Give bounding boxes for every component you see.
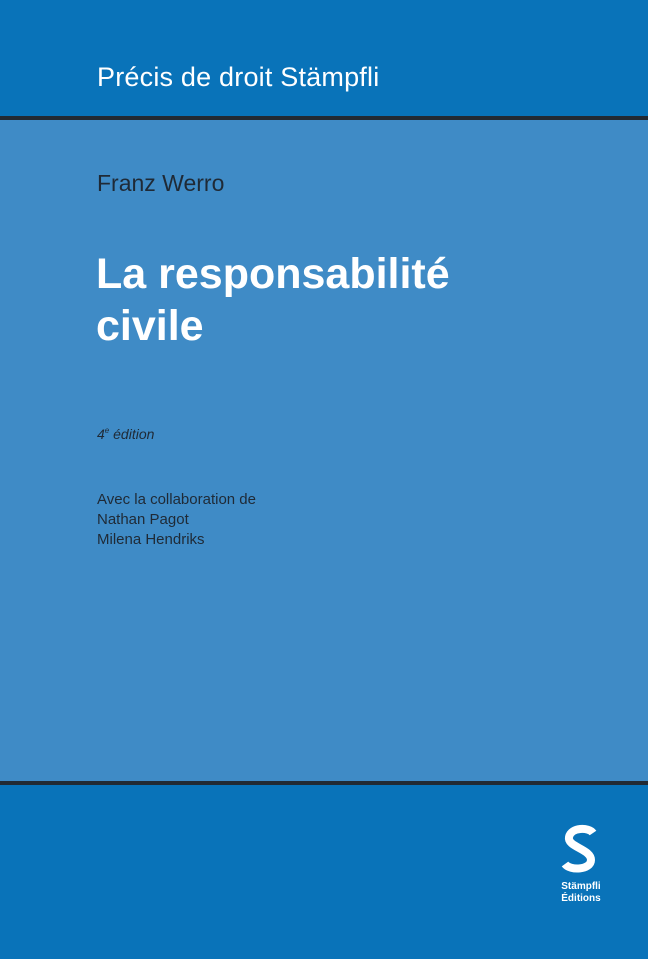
publisher-band bbox=[0, 785, 648, 959]
s-logo-icon bbox=[560, 824, 600, 874]
edition-superscript: e bbox=[104, 426, 110, 435]
series-band bbox=[0, 0, 648, 116]
collaboration-intro: Avec la collaboration de bbox=[97, 491, 256, 508]
collaboration-block bbox=[97, 490, 256, 550]
author-name: Franz Werro bbox=[97, 170, 225, 196]
collaborator-name: Milena Hendriks bbox=[97, 531, 205, 548]
book-title bbox=[96, 248, 616, 352]
publisher-wordmark bbox=[556, 881, 606, 905]
publisher-logo bbox=[556, 824, 604, 914]
edition-label bbox=[97, 426, 154, 442]
edition-number: 4 bbox=[97, 426, 105, 442]
publisher-imprint: Éditions bbox=[561, 893, 601, 904]
top-divider bbox=[0, 116, 648, 120]
publisher-name: Stämpfli bbox=[561, 881, 601, 892]
collaborator-name: Nathan Pagot bbox=[97, 511, 189, 528]
edition-word: édition bbox=[113, 426, 155, 442]
series-title: Précis de droit Stämpfli bbox=[97, 62, 380, 92]
title-line-2: civile bbox=[96, 302, 204, 350]
title-line-1: La responsabilité bbox=[96, 250, 450, 298]
